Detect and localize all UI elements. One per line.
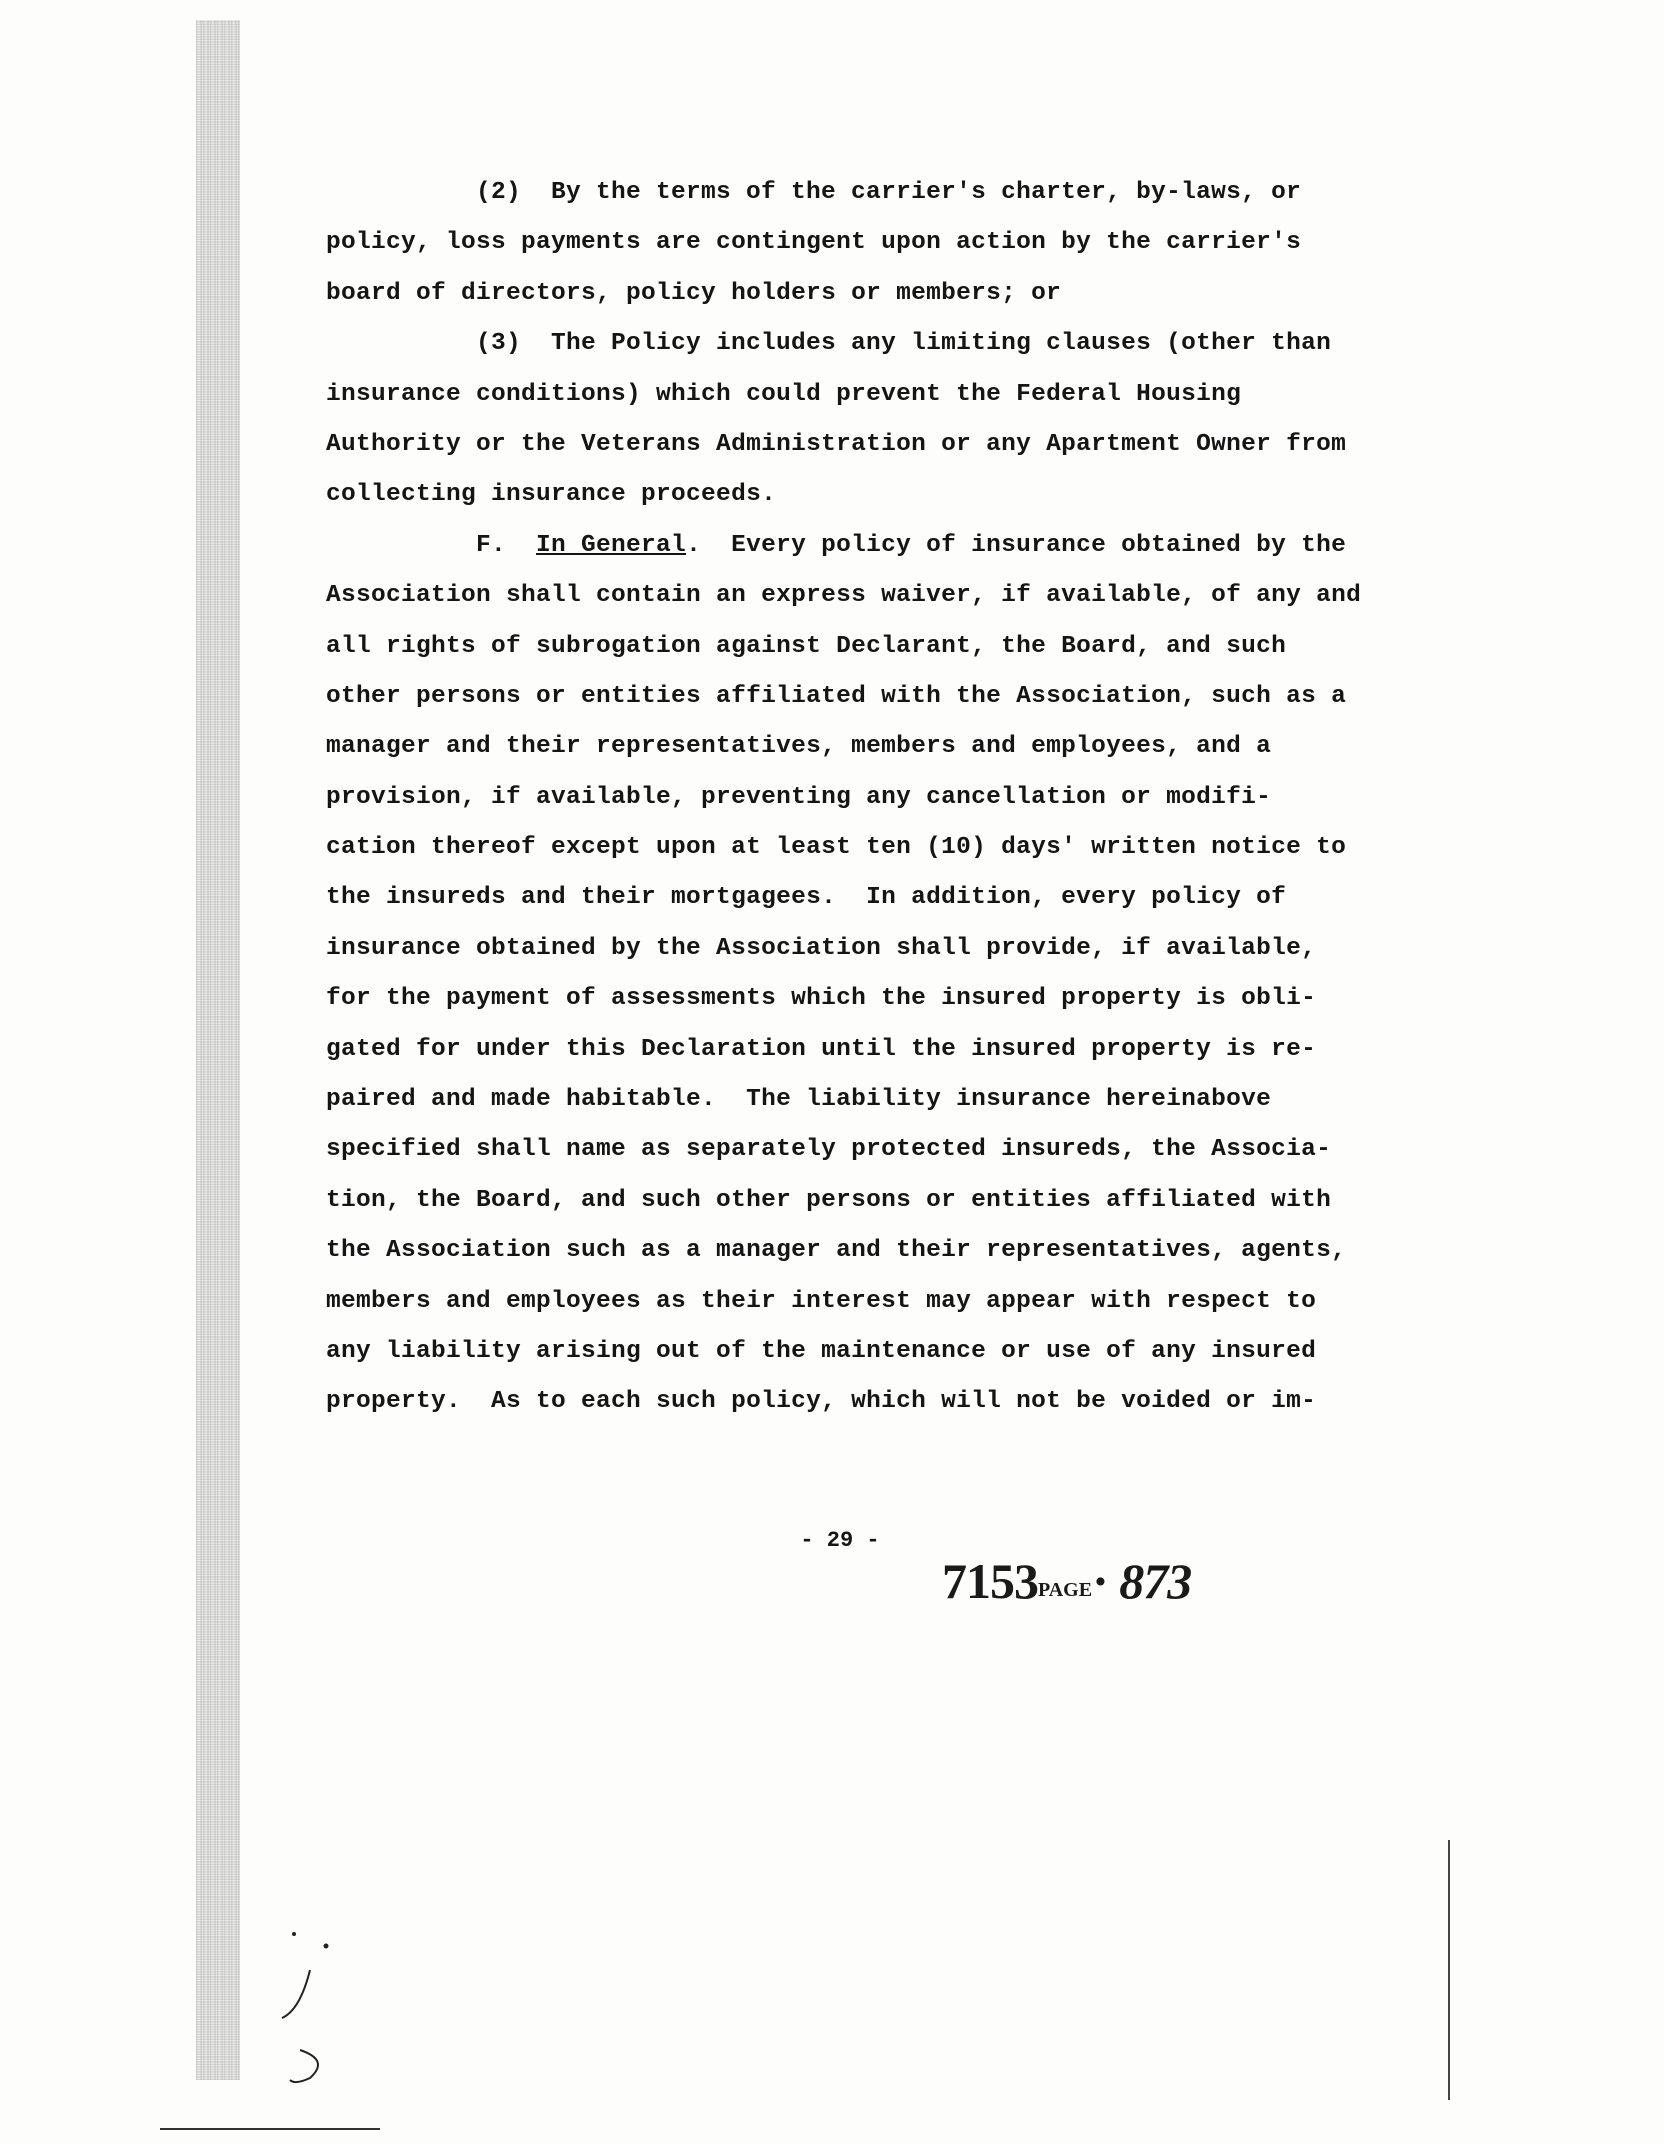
text-line: provision, if available, preventing any cancellation or modifi- bbox=[326, 783, 1272, 811]
scan-right-mark bbox=[1448, 1840, 1450, 2100]
text-line: (2) By the terms of the carrier's charter, by-laws, or bbox=[476, 179, 1302, 206]
text-line: tion, the Board, and such other persons or entities affiliated with bbox=[326, 1186, 1332, 1214]
text-line: the Association such as a manager and their representatives, agents, bbox=[326, 1237, 1347, 1265]
text-line: . Every policy of insurance obtained by the bbox=[686, 531, 1347, 559]
text-line: policy, loss payments are contingent upon action by the carrier's bbox=[326, 229, 1302, 257]
stamp-book-number: 7153 bbox=[942, 1553, 1038, 1609]
text-line: insurance conditions) which could prevent the Federal Housing bbox=[326, 380, 1242, 408]
text-line: all rights of subrogation against Declarant, the Board, and such bbox=[326, 632, 1287, 660]
text-line: for the payment of assessments which the insured property is obli- bbox=[326, 985, 1317, 1013]
text-line: paired and made habitable. The liability insurance hereinabove bbox=[326, 1086, 1272, 1114]
recording-stamp: 7153PAGE· 873 bbox=[942, 1553, 1192, 1609]
stamp-page-label: PAGE bbox=[1038, 1579, 1093, 1601]
text-line: manager and their representatives, members and employees, and a bbox=[326, 733, 1272, 761]
text-line: cation thereof except upon at least ten (10) days' written notice to bbox=[326, 834, 1347, 862]
text-line: Authority or the Veterans Administration or any Apartment Owner from bbox=[326, 430, 1347, 458]
section-heading: In General bbox=[536, 531, 687, 559]
text-line: other persons or entities affiliated with the Association, such as a bbox=[326, 682, 1347, 710]
text-line: members and employees as their interest may appear with respect to bbox=[326, 1287, 1317, 1315]
document-body bbox=[326, 168, 1386, 1428]
text-line: (3) The Policy includes any limiting clauses (other than bbox=[476, 330, 1332, 358]
text-line: insurance obtained by the Association shall provide, if available, bbox=[326, 934, 1317, 962]
scan-bottom-mark bbox=[160, 2128, 380, 2130]
text-line: board of directors, policy holders or members; or bbox=[326, 279, 1062, 307]
text-line: Association shall contain an express waiver, if available, of any and bbox=[326, 582, 1362, 610]
page-number: - 29 - bbox=[800, 1528, 880, 1553]
handwritten-mark bbox=[270, 1900, 350, 2100]
stamp-page-number: 873 bbox=[1119, 1553, 1192, 1609]
text-line: the insureds and their mortgagees. In addition, every policy of bbox=[326, 884, 1287, 912]
section-label: F. bbox=[476, 531, 507, 559]
section-f-first-line bbox=[326, 521, 1386, 571]
text-line: gated for under this Declaration until the insured property is re- bbox=[326, 1035, 1317, 1063]
text-line: property. As to each such policy, which will not be voided or im- bbox=[326, 1388, 1317, 1416]
text-line: collecting insurance proceeds. bbox=[326, 481, 777, 509]
text-line: specified shall name as separately protected insureds, the Associa- bbox=[326, 1136, 1332, 1164]
text-line: any liability arising out of the maintenance or use of any insured bbox=[326, 1337, 1317, 1365]
scan-edge-noise bbox=[196, 20, 240, 2080]
